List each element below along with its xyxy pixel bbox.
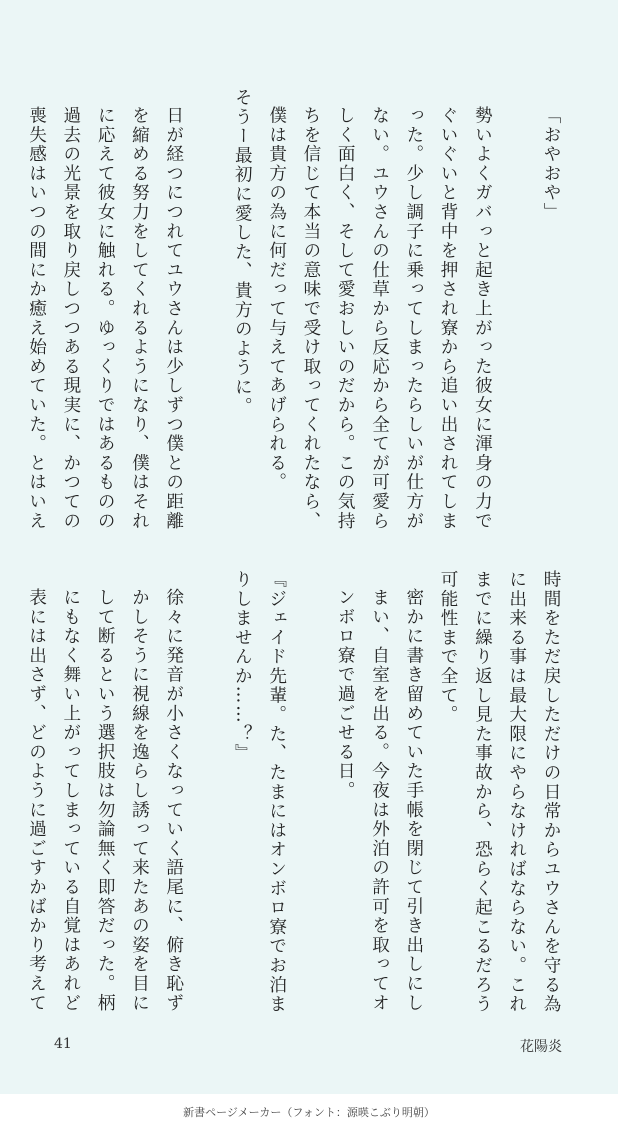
narration-paragraph: 徐々に発音が小さくなっていく語尾に、俯き恥ずかしそうに視線を逸らし誘って来たあの姿を目にして断るという選択肢は勿論無く即答だった。柄にもなく舞い上がってしまっている自覚はあれど表には出さず、どのように過ごすかばかり考えて: [26, 588, 184, 1014]
text-block-top: [26, 88, 568, 538]
blank-line: [191, 570, 225, 1020]
page-number: 41: [54, 1036, 72, 1052]
narration-paragraph: そうー最初に愛した、貴方のように。: [232, 88, 253, 417]
narration-paragraph: 時間をただ戻しただけの日常からユウさんを守る為に出来る事は最大限にやらなければならない。これまでに繰り返し見た事故から、恐らく起こるだろう可能性まで全て。: [438, 570, 561, 1014]
author-name: 花陽炎: [520, 1039, 562, 1055]
footer-credit: 新書ページメーカー（フォント：源暎こぶり明朝）: [183, 1106, 435, 1119]
dialogue-paragraph: 「おやおや」: [541, 106, 561, 223]
text-block-bottom: [26, 570, 568, 1020]
narration-paragraph: 日が経つにつれてユウさんは少しずつ僕との距離を縮める努力をしてくれるようになり、僕はそれに応えて彼女に触れる。ゆっくりではあるものの過去の光景を取り戻しつつある現実に、かつての喪失感はいつの間にか癒え始めていた。とはいえ: [26, 106, 184, 532]
narration-paragraph: 勢いよくガバっと起き上がった彼女に渾身の力でぐいぐいと背中を押され寮から追い出されてしまった。少し調子に乗ってしまったらしいが仕方がない。ユウさんの仕草から反応から全てが可愛らしく面白く、そして愛おしいのだから。この気持ちを信じて本当の意味で受け取ってくれたなら、僕は貴方の為に何だって与えてあげられる。: [266, 106, 493, 532]
blank-line: [191, 88, 225, 538]
blank-line: [499, 88, 533, 538]
dialogue-paragraph: 『ジェイド先輩。た、たまにはオンボロ寮でお泊まりしませんか……？』: [232, 570, 287, 1014]
narration-paragraph: 密かに書き留めていた手帳を閉じて引き出しにしまい、自室を出る。今夜は外泊の許可を取ってオンボロ寮で過ごせる日。: [335, 588, 424, 1014]
blank-line: [294, 570, 328, 1020]
